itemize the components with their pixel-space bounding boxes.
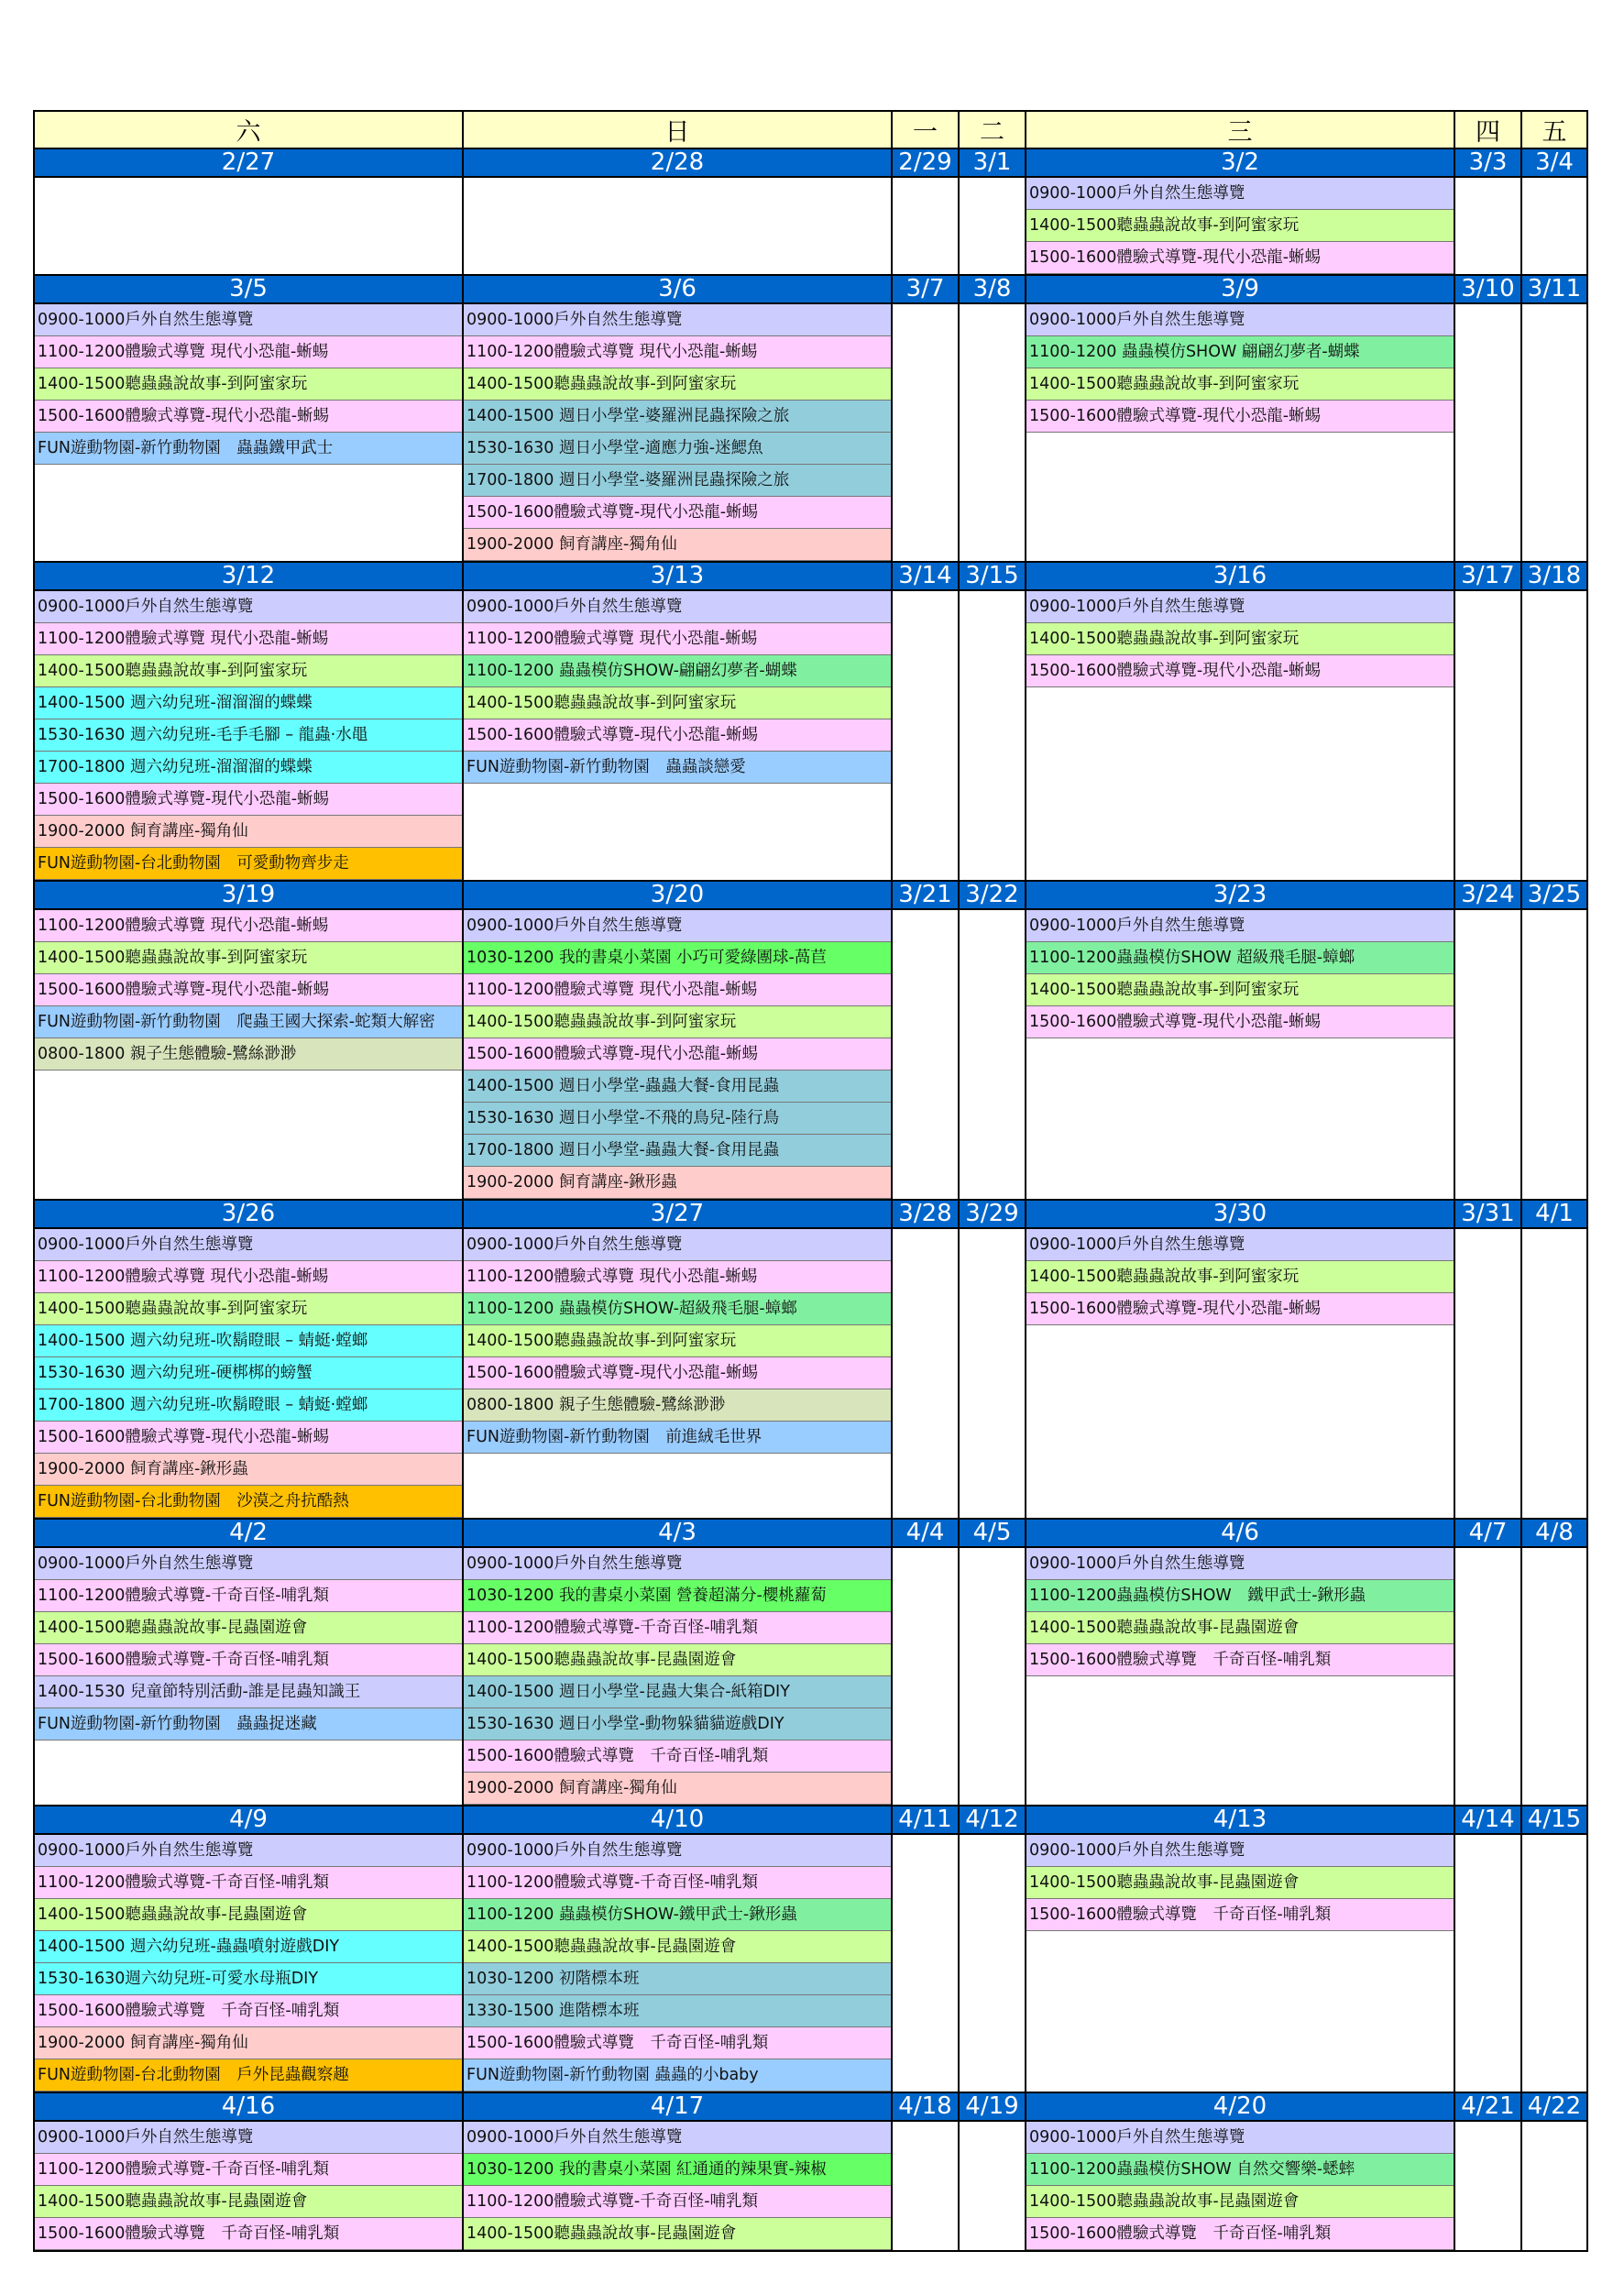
event-item: 1400-1500 週日小學堂-蟲蟲大餐-食用昆蟲 xyxy=(464,1071,891,1103)
events-sat xyxy=(34,1834,463,2092)
event-item: 0900-1000戶外自然生態導覽 xyxy=(35,591,462,623)
event-item: 1100-1200體驗式導覽-千奇百怪-哺乳類 xyxy=(35,2154,462,2186)
date-cell: 3/13 xyxy=(463,562,892,590)
date-cell: 2/27 xyxy=(34,148,463,177)
event-item: 1100-1200體驗式導覽 現代小恐龍-蜥蜴 xyxy=(35,910,462,942)
events-thu-empty xyxy=(1454,590,1521,881)
event-item: 1500-1600體驗式導覽-現代小恐龍-蜥蜴 xyxy=(464,1357,891,1389)
events-row xyxy=(34,590,1587,881)
event-item: 1400-1500聽蟲蟲說故事-到阿蜜家玩 xyxy=(1026,210,1454,242)
event-item: 1530-1630 週六幼兒班-硬梆梆的螃蟹 xyxy=(35,1357,462,1389)
events-mon-empty xyxy=(892,1834,959,2092)
event-item: 0900-1000戶外自然生態導覽 xyxy=(464,2122,891,2154)
events-row xyxy=(34,2121,1587,2251)
event-item: 1530-1630 週六幼兒班-毛手毛腳 – 龍蟲·水黽 xyxy=(35,719,462,752)
event-item: 1700-1800 週六幼兒班-吹鬍瞪眼 – 蜻蜓·螳螂 xyxy=(35,1389,462,1422)
date-cell: 4/17 xyxy=(463,2092,892,2121)
date-cell: 4/13 xyxy=(1026,1806,1454,1834)
event-item: 1530-1630 週日小學堂-動物躲貓貓遊戲DIY xyxy=(464,1708,891,1740)
date-cell: 3/21 xyxy=(892,881,959,909)
event-item: 1400-1500聽蟲蟲說故事-到阿蜜家玩 xyxy=(1026,368,1454,401)
events-thu-empty xyxy=(1454,1834,1521,2092)
event-item: 0900-1000戶外自然生態導覽 xyxy=(35,304,462,336)
date-cell: 4/3 xyxy=(463,1519,892,1547)
date-cell: 3/27 xyxy=(463,1200,892,1228)
event-item: 1100-1200體驗式導覽-千奇百怪-哺乳類 xyxy=(464,1867,891,1899)
date-cell: 3/12 xyxy=(34,562,463,590)
event-item: 1030-1200 我的書桌小菜園 小巧可愛綠團球-萵苣 xyxy=(464,942,891,974)
date-cell: 4/6 xyxy=(1026,1519,1454,1547)
weekday-wed: 三 xyxy=(1026,111,1454,148)
date-cell: 3/22 xyxy=(959,881,1026,909)
event-item: FUN遊動物園-新竹動物園 蟲蟲談戀愛 xyxy=(464,752,891,784)
events-tue-empty xyxy=(959,2121,1026,2251)
event-item: 1500-1600體驗式導覽-現代小恐龍-蜥蜴 xyxy=(464,1038,891,1071)
date-cell: 4/2 xyxy=(34,1519,463,1547)
event-item: 1500-1600體驗式導覽-現代小恐龍-蜥蜴 xyxy=(1026,1006,1454,1038)
event-item: 1100-1200體驗式導覽-千奇百怪-哺乳類 xyxy=(35,1580,462,1612)
event-item: 1400-1500聽蟲蟲說故事-昆蟲園遊會 xyxy=(1026,2186,1454,2218)
events-sun xyxy=(463,1834,892,2092)
event-item: 1530-1630 週日小學堂-適應力強-迷鰓魚 xyxy=(464,433,891,465)
event-item: 0900-1000戶外自然生態導覽 xyxy=(1026,1229,1454,1261)
events-fri-empty xyxy=(1521,909,1587,1200)
event-item: 1500-1600體驗式導覽-現代小恐龍-蜥蜴 xyxy=(464,719,891,752)
event-item: 1100-1200 蟲蟲模仿SHOW-超級飛毛腿-蟑螂 xyxy=(464,1293,891,1325)
events-sat xyxy=(34,303,463,562)
event-item: 0900-1000戶外自然生態導覽 xyxy=(1026,2122,1454,2154)
event-item: 1900-2000 飼育講座-鍬形蟲 xyxy=(35,1454,462,1486)
date-cell: 3/5 xyxy=(34,275,463,303)
event-item: 1100-1200 蟲蟲模仿SHOW-翩翩幻夢者-蝴蝶 xyxy=(464,655,891,687)
event-item: 1100-1200蟲蟲模仿SHOW 自然交響樂-蟋蟀 xyxy=(1026,2154,1454,2186)
events-tue-empty xyxy=(959,177,1026,275)
date-cell: 4/1 xyxy=(1521,1200,1587,1228)
date-cell: 3/19 xyxy=(34,881,463,909)
weekday-thu: 四 xyxy=(1454,111,1521,148)
events-thu-empty xyxy=(1454,1547,1521,1806)
event-item: 1330-1500 進階標本班 xyxy=(464,1995,891,2027)
events-sat xyxy=(34,1228,463,1519)
event-item: 0900-1000戶外自然生態導覽 xyxy=(1026,1548,1454,1580)
event-item: 1500-1600體驗式導覽-現代小恐龍-蜥蜴 xyxy=(35,401,462,433)
date-cell: 3/11 xyxy=(1521,275,1587,303)
event-item: 1100-1200 蟲蟲模仿SHOW 翩翩幻夢者-蝴蝶 xyxy=(1026,336,1454,368)
event-item: 0900-1000戶外自然生態導覽 xyxy=(464,1835,891,1867)
date-row xyxy=(34,2092,1587,2121)
events-row xyxy=(34,1547,1587,1806)
date-cell: 3/31 xyxy=(1454,1200,1521,1228)
date-cell: 4/11 xyxy=(892,1806,959,1834)
event-item: 1100-1200蟲蟲模仿SHOW 鐵甲武士-鍬形蟲 xyxy=(1026,1580,1454,1612)
events-sat xyxy=(34,909,463,1200)
event-item: 0900-1000戶外自然生態導覽 xyxy=(35,1548,462,1580)
events-tue-empty xyxy=(959,1834,1026,2092)
event-item: 1030-1200 我的書桌小菜園 紅通通的辣果實-辣椒 xyxy=(464,2154,891,2186)
events-mon-empty xyxy=(892,1547,959,1806)
weekday-header-row xyxy=(34,111,1587,148)
weekday-fri: 五 xyxy=(1521,111,1587,148)
date-cell: 3/4 xyxy=(1521,148,1587,177)
event-item: 1100-1200體驗式導覽-千奇百怪-哺乳類 xyxy=(35,1867,462,1899)
event-item: 1100-1200體驗式導覽-千奇百怪-哺乳類 xyxy=(464,1612,891,1644)
event-item: 1500-1600體驗式導覽-現代小恐龍-蜥蜴 xyxy=(464,497,891,529)
date-cell: 4/5 xyxy=(959,1519,1026,1547)
date-cell: 3/18 xyxy=(1521,562,1587,590)
date-cell: 3/2 xyxy=(1026,148,1454,177)
date-cell: 4/21 xyxy=(1454,2092,1521,2121)
date-cell: 3/10 xyxy=(1454,275,1521,303)
events-fri-empty xyxy=(1521,1228,1587,1519)
event-item: 0900-1000戶外自然生態導覽 xyxy=(464,304,891,336)
events-sat xyxy=(34,590,463,881)
date-row xyxy=(34,148,1587,177)
weekday-sun: 日 xyxy=(463,111,892,148)
events-thu-empty xyxy=(1454,909,1521,1200)
event-item: 1400-1500聽蟲蟲說故事-昆蟲園遊會 xyxy=(464,2218,891,2250)
events-thu-empty xyxy=(1454,2121,1521,2251)
event-item: FUN遊動物園-新竹動物園 前進絨毛世界 xyxy=(464,1422,891,1454)
events-fri-empty xyxy=(1521,590,1587,881)
event-item: 1900-2000 飼育講座-獨角仙 xyxy=(464,1773,891,1805)
event-item: 0900-1000戶外自然生態導覽 xyxy=(464,591,891,623)
events-row xyxy=(34,177,1587,275)
date-cell: 3/24 xyxy=(1454,881,1521,909)
event-item: 1400-1500聽蟲蟲說故事-到阿蜜家玩 xyxy=(464,368,891,401)
event-item: 1400-1500聽蟲蟲說故事-到阿蜜家玩 xyxy=(35,655,462,687)
event-item: FUN遊動物園-台北動物園 戶外昆蟲觀察趣 xyxy=(35,2059,462,2092)
date-cell: 3/26 xyxy=(34,1200,463,1228)
event-item: 0900-1000戶外自然生態導覽 xyxy=(464,1548,891,1580)
event-item: 1030-1200 我的書桌小菜園 營養超滿分-櫻桃蘿蔔 xyxy=(464,1580,891,1612)
event-item: 1500-1600體驗式導覽-現代小恐龍-蜥蜴 xyxy=(1026,655,1454,687)
event-item: 1700-1800 週日小學堂-蟲蟲大餐-食用昆蟲 xyxy=(464,1135,891,1167)
event-item: FUN遊動物園-新竹動物園 蟲蟲捉迷藏 xyxy=(35,1708,462,1740)
event-item: 1500-1600體驗式導覽 千奇百怪-哺乳類 xyxy=(464,2027,891,2059)
event-item: 1100-1200蟲蟲模仿SHOW 超級飛毛腿-蟑螂 xyxy=(1026,942,1454,974)
events-tue-empty xyxy=(959,1228,1026,1519)
events-mon-empty xyxy=(892,909,959,1200)
event-item: 1100-1200體驗式導覽-千奇百怪-哺乳類 xyxy=(464,2186,891,2218)
events-fri-empty xyxy=(1521,177,1587,275)
date-cell: 4/14 xyxy=(1454,1806,1521,1834)
event-item: 0900-1000戶外自然生態導覽 xyxy=(35,2122,462,2154)
event-item: 1500-1600體驗式導覽-現代小恐龍-蜥蜴 xyxy=(1026,401,1454,433)
event-item: 1400-1500聽蟲蟲說故事-昆蟲園遊會 xyxy=(1026,1612,1454,1644)
event-item: 1400-1500 週日小學堂-婆羅洲昆蟲探險之旅 xyxy=(464,401,891,433)
date-cell: 4/4 xyxy=(892,1519,959,1547)
event-item: 1400-1500聽蟲蟲說故事-昆蟲園遊會 xyxy=(464,1931,891,1963)
event-item: 1530-1630週六幼兒班-可愛水母瓶DIY xyxy=(35,1963,462,1995)
events-wed xyxy=(1026,1547,1454,1806)
events-sun xyxy=(463,177,892,275)
event-item: 1100-1200體驗式導覽 現代小恐龍-蜥蜴 xyxy=(464,623,891,655)
event-item: 1500-1600體驗式導覽 千奇百怪-哺乳類 xyxy=(35,1995,462,2027)
events-fri-empty xyxy=(1521,1834,1587,2092)
events-wed xyxy=(1026,590,1454,881)
event-item: 1100-1200 蟲蟲模仿SHOW-鐵甲武士-鍬形蟲 xyxy=(464,1899,891,1931)
events-thu-empty xyxy=(1454,177,1521,275)
date-cell: 3/7 xyxy=(892,275,959,303)
event-item: 1900-2000 飼育講座-獨角仙 xyxy=(35,816,462,848)
date-cell: 3/28 xyxy=(892,1200,959,1228)
date-row xyxy=(34,562,1587,590)
events-wed xyxy=(1026,1834,1454,2092)
date-cell: 3/29 xyxy=(959,1200,1026,1228)
event-item: 1900-2000 飼育講座-獨角仙 xyxy=(464,529,891,561)
date-cell: 4/9 xyxy=(34,1806,463,1834)
date-row xyxy=(34,275,1587,303)
events-fri-empty xyxy=(1521,303,1587,562)
events-sun xyxy=(463,590,892,881)
events-wed xyxy=(1026,177,1454,275)
event-item: 1530-1630 週日小學堂-不飛的鳥兒-陸行鳥 xyxy=(464,1103,891,1135)
event-item: 1900-2000 飼育講座-鍬形蟲 xyxy=(464,1167,891,1199)
event-item: 1400-1500聽蟲蟲說故事-昆蟲園遊會 xyxy=(35,1612,462,1644)
events-wed xyxy=(1026,303,1454,562)
event-item: 1500-1600體驗式導覽-千奇百怪-哺乳類 xyxy=(35,1644,462,1676)
date-row xyxy=(34,1200,1587,1228)
event-item: 0900-1000戶外自然生態導覽 xyxy=(1026,1835,1454,1867)
event-item: 0900-1000戶外自然生態導覽 xyxy=(464,1229,891,1261)
event-item: 1500-1600體驗式導覽 千奇百怪-哺乳類 xyxy=(1026,1644,1454,1676)
event-item: 1400-1500聽蟲蟲說故事-到阿蜜家玩 xyxy=(35,1293,462,1325)
event-item: 1400-1530 兒童節特別活動-誰是昆蟲知識王 xyxy=(35,1676,462,1708)
events-mon-empty xyxy=(892,1228,959,1519)
events-row xyxy=(34,1834,1587,2092)
events-sat xyxy=(34,177,463,275)
date-cell: 4/15 xyxy=(1521,1806,1587,1834)
date-cell: 4/10 xyxy=(463,1806,892,1834)
event-item: 0900-1000戶外自然生態導覽 xyxy=(35,1229,462,1261)
event-item: 0900-1000戶外自然生態導覽 xyxy=(35,1835,462,1867)
date-cell: 3/16 xyxy=(1026,562,1454,590)
event-item: 1400-1500 週日小學堂-昆蟲大集合-紙箱DIY xyxy=(464,1676,891,1708)
event-item: 1100-1200體驗式導覽 現代小恐龍-蜥蜴 xyxy=(35,623,462,655)
events-mon-empty xyxy=(892,177,959,275)
event-item: 1500-1600體驗式導覽-現代小恐龍-蜥蜴 xyxy=(1026,1293,1454,1325)
events-tue-empty xyxy=(959,1547,1026,1806)
weekday-sat: 六 xyxy=(34,111,463,148)
event-item: 1500-1600體驗式導覽-現代小恐龍-蜥蜴 xyxy=(35,1422,462,1454)
event-item: 0800-1800 親子生態體驗-鷺絲渺渺 xyxy=(464,1389,891,1422)
event-item: 1400-1500 週六幼兒班-溜溜溜的蝶蝶 xyxy=(35,687,462,719)
event-item: 1100-1200體驗式導覽 現代小恐龍-蜥蜴 xyxy=(35,1261,462,1293)
event-item: 1700-1800 週六幼兒班-溜溜溜的蝶蝶 xyxy=(35,752,462,784)
event-item: FUN遊動物園-台北動物園 可愛動物齊步走 xyxy=(35,848,462,880)
date-cell: 4/7 xyxy=(1454,1519,1521,1547)
event-item: FUN遊動物園-台北動物園 沙漠之舟抗酷熱 xyxy=(35,1486,462,1518)
date-cell: 3/20 xyxy=(463,881,892,909)
events-sun xyxy=(463,1228,892,1519)
event-item: 0900-1000戶外自然生態導覽 xyxy=(464,910,891,942)
events-row xyxy=(34,303,1587,562)
events-sat xyxy=(34,2121,463,2251)
date-cell: 3/14 xyxy=(892,562,959,590)
events-wed xyxy=(1026,909,1454,1200)
date-row xyxy=(34,1519,1587,1547)
event-item: 1500-1600體驗式導覽 千奇百怪-哺乳類 xyxy=(1026,1899,1454,1931)
schedule-table xyxy=(33,110,1588,2252)
event-item: FUN遊動物園-新竹動物園 爬蟲王國大探索-蛇類大解密 xyxy=(35,1006,462,1038)
event-item: FUN遊動物園-新竹動物園 蟲蟲的小baby xyxy=(464,2059,891,2092)
event-item: 1100-1200體驗式導覽 現代小恐龍-蜥蜴 xyxy=(464,336,891,368)
events-sun xyxy=(463,1547,892,1806)
date-cell: 3/23 xyxy=(1026,881,1454,909)
date-cell: 3/8 xyxy=(959,275,1026,303)
event-item: 1030-1200 初階標本班 xyxy=(464,1963,891,1995)
events-thu-empty xyxy=(1454,303,1521,562)
event-item: 0900-1000戶外自然生態導覽 xyxy=(1026,910,1454,942)
events-fri-empty xyxy=(1521,2121,1587,2251)
event-item: FUN遊動物園-新竹動物園 蟲蟲鐵甲武士 xyxy=(35,433,462,465)
events-wed xyxy=(1026,1228,1454,1519)
event-item: 1400-1500聽蟲蟲說故事-到阿蜜家玩 xyxy=(464,1006,891,1038)
event-item: 1500-1600體驗式導覽 千奇百怪-哺乳類 xyxy=(35,2218,462,2250)
date-cell: 3/30 xyxy=(1026,1200,1454,1228)
events-mon-empty xyxy=(892,303,959,562)
date-cell: 4/8 xyxy=(1521,1519,1587,1547)
events-row xyxy=(34,909,1587,1200)
date-cell: 4/16 xyxy=(34,2092,463,2121)
event-item: 1500-1600體驗式導覽 千奇百怪-哺乳類 xyxy=(1026,2218,1454,2250)
date-cell: 3/6 xyxy=(463,275,892,303)
event-item: 1400-1500聽蟲蟲說故事-到阿蜜家玩 xyxy=(1026,623,1454,655)
events-tue-empty xyxy=(959,590,1026,881)
date-cell: 2/29 xyxy=(892,148,959,177)
date-cell: 3/1 xyxy=(959,148,1026,177)
event-item: 1400-1500聽蟲蟲說故事-到阿蜜家玩 xyxy=(1026,1261,1454,1293)
date-cell: 3/17 xyxy=(1454,562,1521,590)
weekday-tue: 二 xyxy=(959,111,1026,148)
event-item: 1500-1600體驗式導覽 千奇百怪-哺乳類 xyxy=(464,1740,891,1773)
event-item: 1100-1200體驗式導覽 現代小恐龍-蜥蜴 xyxy=(464,974,891,1006)
event-item: 1400-1500 週六幼兒班-蟲蟲噴射遊戲DIY xyxy=(35,1931,462,1963)
weekday-mon: 一 xyxy=(892,111,959,148)
date-row xyxy=(34,1806,1587,1834)
event-item: 1400-1500聽蟲蟲說故事-到阿蜜家玩 xyxy=(35,368,462,401)
event-item: 1400-1500聽蟲蟲說故事-到阿蜜家玩 xyxy=(35,942,462,974)
event-item: 1400-1500聽蟲蟲說故事-到阿蜜家玩 xyxy=(1026,974,1454,1006)
date-cell: 4/19 xyxy=(959,2092,1026,2121)
date-cell: 4/20 xyxy=(1026,2092,1454,2121)
event-item: 1900-2000 飼育講座-獨角仙 xyxy=(35,2027,462,2059)
event-item: 1400-1500聽蟲蟲說故事-昆蟲園遊會 xyxy=(35,2186,462,2218)
event-item: 0900-1000戶外自然生態導覽 xyxy=(1026,304,1454,336)
event-item: 1400-1500聽蟲蟲說故事-昆蟲園遊會 xyxy=(35,1899,462,1931)
event-item: 1500-1600體驗式導覽-現代小恐龍-蜥蜴 xyxy=(35,974,462,1006)
date-cell: 4/22 xyxy=(1521,2092,1587,2121)
date-cell: 4/18 xyxy=(892,2092,959,2121)
event-item: 1400-1500 週六幼兒班-吹鬍瞪眼 – 蜻蜓·螳螂 xyxy=(35,1325,462,1357)
event-item: 1400-1500聽蟲蟲說故事-到阿蜜家玩 xyxy=(464,687,891,719)
event-item: 0900-1000戶外自然生態導覽 xyxy=(1026,178,1454,210)
event-item: 1400-1500聽蟲蟲說故事-到阿蜜家玩 xyxy=(464,1325,891,1357)
events-mon-empty xyxy=(892,2121,959,2251)
event-item: 1500-1600體驗式導覽-現代小恐龍-蜥蜴 xyxy=(35,784,462,816)
event-item: 1400-1500聽蟲蟲說故事-昆蟲園遊會 xyxy=(464,1644,891,1676)
events-mon-empty xyxy=(892,590,959,881)
date-cell: 3/15 xyxy=(959,562,1026,590)
date-cell: 3/25 xyxy=(1521,881,1587,909)
event-item: 1500-1600體驗式導覽-現代小恐龍-蜥蜴 xyxy=(1026,242,1454,274)
events-thu-empty xyxy=(1454,1228,1521,1519)
event-item: 1400-1500聽蟲蟲說故事-昆蟲園遊會 xyxy=(1026,1867,1454,1899)
events-tue-empty xyxy=(959,303,1026,562)
events-sat xyxy=(34,1547,463,1806)
events-sun xyxy=(463,303,892,562)
date-cell: 2/28 xyxy=(463,148,892,177)
schedule-body xyxy=(34,111,1587,2251)
date-cell: 3/3 xyxy=(1454,148,1521,177)
event-item: 0900-1000戶外自然生態導覽 xyxy=(1026,591,1454,623)
date-cell: 3/9 xyxy=(1026,275,1454,303)
events-tue-empty xyxy=(959,909,1026,1200)
events-sun xyxy=(463,909,892,1200)
event-item: 1100-1200體驗式導覽 現代小恐龍-蜥蜴 xyxy=(35,336,462,368)
date-cell: 4/12 xyxy=(959,1806,1026,1834)
events-sun xyxy=(463,2121,892,2251)
date-row xyxy=(34,881,1587,909)
events-row xyxy=(34,1228,1587,1519)
events-wed xyxy=(1026,2121,1454,2251)
event-item: 0800-1800 親子生態體驗-鷺絲渺渺 xyxy=(35,1038,462,1071)
events-fri-empty xyxy=(1521,1547,1587,1806)
event-item: 1700-1800 週日小學堂-婆羅洲昆蟲探險之旅 xyxy=(464,465,891,497)
event-item: 1100-1200體驗式導覽 現代小恐龍-蜥蜴 xyxy=(464,1261,891,1293)
